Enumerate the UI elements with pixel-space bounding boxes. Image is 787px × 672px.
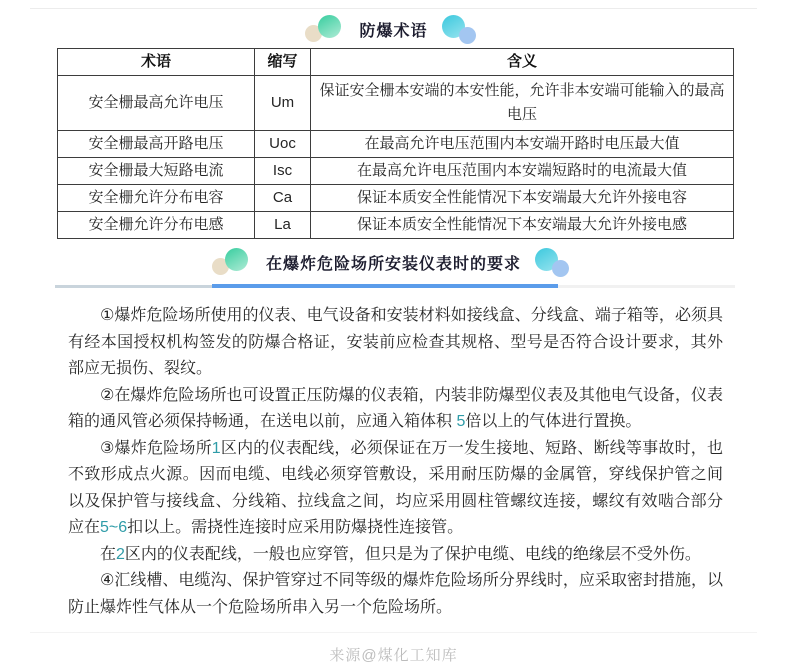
decor-circles-right — [535, 247, 575, 277]
cell-abbr: La — [255, 212, 311, 239]
paragraph-text: 在 — [100, 545, 117, 563]
cell-meaning: 在最高允许电压范围内本安端开路时电压最大值 — [311, 131, 734, 158]
column-header-meaning: 含义 — [311, 49, 734, 76]
section-title-requirements — [0, 247, 787, 277]
table-row — [58, 212, 734, 239]
cell-abbr: Isc — [255, 158, 311, 185]
cell-term: 安全栅最大短路电流 — [58, 158, 255, 185]
decor-circles-left — [212, 247, 252, 277]
divider-faint-segment — [558, 285, 735, 288]
green-circle-icon — [225, 248, 248, 271]
cell-meaning: 在最高允许电压范围内本安端短路时的电流最大值 — [311, 158, 734, 185]
cell-term: 安全栅最高允许电压 — [58, 76, 255, 131]
blue-circle-icon — [459, 27, 476, 44]
table-row — [58, 131, 734, 158]
blue-circle-icon — [552, 260, 569, 277]
table-header-row — [58, 49, 734, 76]
section-title-terms — [0, 14, 787, 44]
highlight-number: 1 — [211, 439, 221, 457]
decor-circles-left — [305, 14, 345, 44]
paragraph-text: ②在爆炸危险场所也可设置正压防爆的仪表箱，内装非防爆型仪表及其他电气设备，仪表箱的通风管必须保持畅通，在送电以前，应通入箱体积 — [68, 386, 723, 430]
paragraph-1 — [68, 303, 723, 383]
paragraph-text: 区内的仪表配线，一般也应穿管，但只是为了保护电缆、电线的绝缘层不受外伤。 — [124, 545, 701, 563]
paragraph-2 — [68, 383, 723, 436]
cell-abbr: Um — [255, 76, 311, 131]
cell-meaning: 保证安全栅本安端的本安性能，允许非本安端可能输入的最高电压 — [311, 76, 734, 131]
footer-divider-line — [30, 632, 757, 633]
paragraph-text: 区内的仪表配线，必须保证在万一发生接地、短路、断线等事故时，也不致形成点火源。因而电缆、电线必须穿管敷设，采用耐压防爆的金属管，穿线保护管之间以及保护管与接线盒、分线箱、拉线盒之间，均应采用圆柱管螺纹连接，螺纹有效啮合部分应在 — [68, 439, 723, 536]
paragraph-text: ④汇线槽、电缆沟、保护管穿过不同等级的爆炸危险场所分界线时，应采取密封措施，以防止爆炸性气体从一个危险场所串入另一个危险场所。 — [68, 572, 723, 616]
green-circle-icon — [318, 15, 341, 38]
cell-abbr: Uoc — [255, 131, 311, 158]
paragraph-4 — [68, 542, 723, 569]
cell-term: 安全栅允许分布电感 — [58, 212, 255, 239]
table-row — [58, 185, 734, 212]
divider-gray-segment — [55, 285, 212, 288]
cell-term: 安全栅允许分布电容 — [58, 185, 255, 212]
paragraph-text: 倍以上的气体进行置换。 — [465, 413, 642, 430]
terminology-table — [57, 48, 734, 239]
table-row — [58, 76, 734, 131]
cell-abbr: Ca — [255, 185, 311, 212]
section-divider-line — [55, 284, 735, 288]
highlight-number: 5~6 — [100, 519, 128, 536]
section1-title-text: 防爆术语 — [359, 22, 428, 40]
paragraph-text: ①爆炸危险场所使用的仪表、电气设备和安装材料如接线盒、分线盒、端子箱等，必须具有经本国授权机构签发的防爆合格证，安装前应检查其规格、型号是否符合设计要求，其外部应无损伤、裂纹。 — [68, 307, 723, 377]
paragraph-5 — [68, 568, 723, 621]
table-row — [58, 158, 734, 185]
highlight-number: 2 — [116, 545, 125, 563]
source-attribution: 来源@煤化工知库 — [329, 647, 458, 664]
cell-meaning: 保证本质安全性能情况下本安端最大允许外接电感 — [311, 212, 734, 239]
column-header-abbr: 缩写 — [255, 49, 311, 76]
article-body — [68, 303, 723, 621]
section2-title-text: 在爆炸危险场所安装仪表时的要求 — [265, 255, 521, 273]
divider-blue-segment — [212, 284, 558, 288]
cell-term: 安全栅最高开路电压 — [58, 131, 255, 158]
top-divider-line — [30, 8, 757, 9]
paragraph-text: 扣以上。需挠性连接时应采用防爆挠性连接管。 — [127, 519, 464, 536]
highlight-number: 5 — [456, 413, 466, 430]
paragraph-text: ③爆炸危险场所 — [100, 439, 212, 457]
cell-meaning: 保证本质安全性能情况下本安端最大允许外接电容 — [311, 185, 734, 212]
decor-circles-right — [442, 14, 482, 44]
column-header-term: 术语 — [58, 49, 255, 76]
paragraph-3 — [68, 436, 723, 542]
